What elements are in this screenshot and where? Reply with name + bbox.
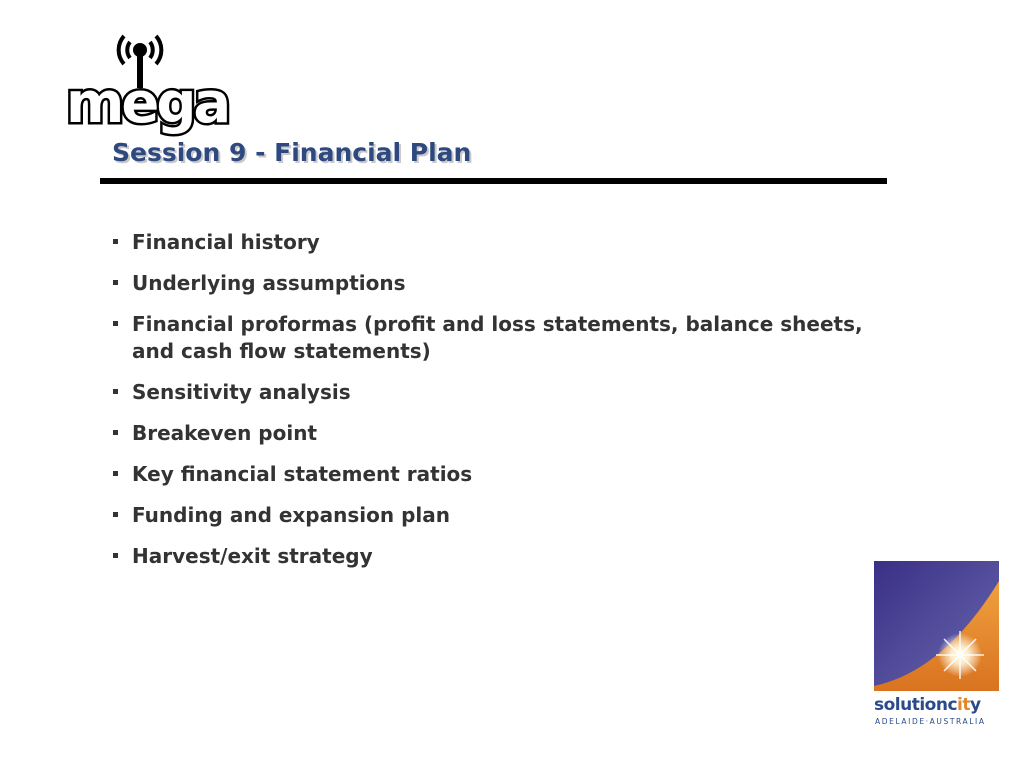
sponsor-tagline: ADELAIDE·AUSTRALIA (875, 717, 986, 726)
starburst-icon (874, 561, 999, 691)
title-divider (100, 178, 887, 184)
sponsor-name-part1: solutionc (874, 695, 958, 715)
svg-text:mega: mega (66, 71, 229, 136)
list-item (110, 379, 880, 406)
solutioncity-logo (874, 561, 999, 731)
bullet-square-icon (113, 321, 118, 326)
list-item (110, 420, 880, 447)
list-item-text: Underlying assumptions (132, 271, 406, 295)
sponsor-name-part2: y (970, 695, 981, 715)
bullet-square-icon (113, 471, 118, 476)
list-item-text: Financial proformas (profit and loss statements, balance sheets, and cash flow statements) (132, 312, 863, 363)
list-item (110, 270, 880, 297)
bullet-square-icon (113, 280, 118, 285)
sponsor-name (874, 695, 999, 715)
bullet-square-icon (113, 239, 118, 244)
sponsor-name-accent: it (957, 695, 971, 715)
list-item (110, 229, 880, 256)
mega-logo (64, 30, 240, 140)
list-item (110, 461, 880, 488)
list-item (110, 502, 880, 529)
list-item-text: Sensitivity analysis (132, 380, 351, 404)
list-item-text: Harvest/exit strategy (132, 544, 373, 568)
list-item-text: Key financial statement ratios (132, 462, 473, 486)
bullet-square-icon (113, 430, 118, 435)
list-item (110, 311, 880, 365)
bullet-square-icon (113, 512, 118, 517)
list-item (110, 543, 880, 570)
list-item-text: Funding and expansion plan (132, 503, 450, 527)
list-item-text: Financial history (132, 230, 320, 254)
mega-wordmark (64, 30, 240, 140)
bullet-square-icon (113, 553, 118, 558)
page-title: Session 9 - Financial Plan (112, 138, 472, 167)
bullet-square-icon (113, 389, 118, 394)
bullet-list (110, 229, 880, 584)
list-item-text: Breakeven point (132, 421, 318, 445)
